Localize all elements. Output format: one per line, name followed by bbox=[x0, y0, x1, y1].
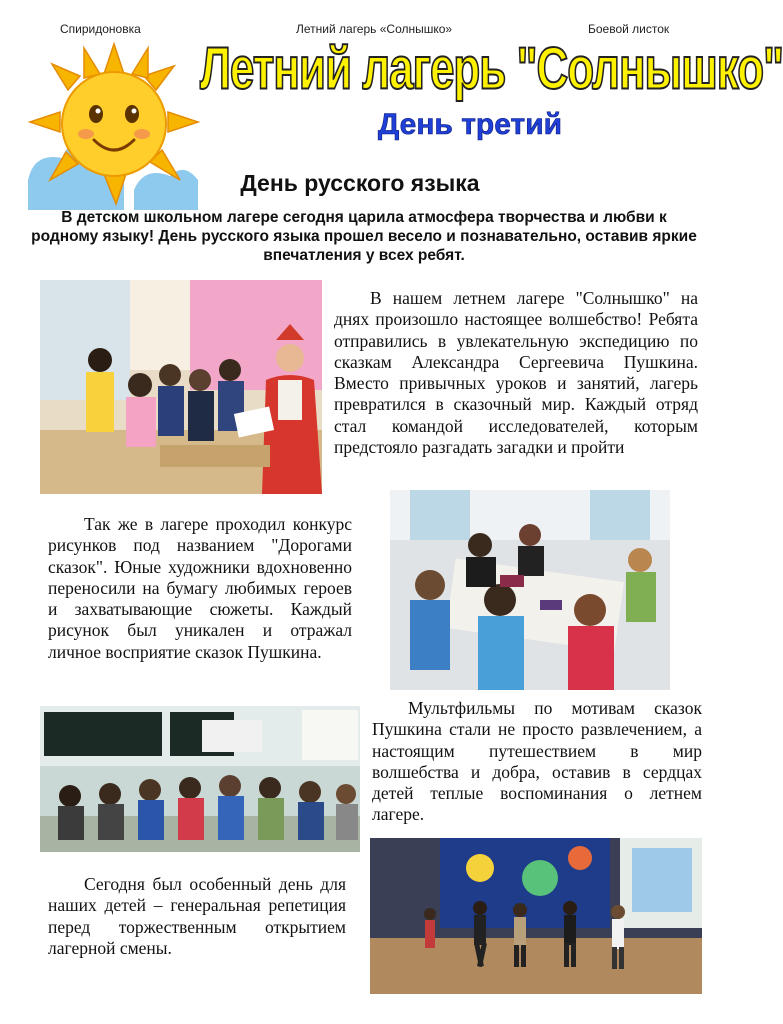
header-center: Летний лагерь «Солнышко» bbox=[296, 22, 453, 36]
photo-rehearsal bbox=[370, 838, 702, 994]
photo-cartoon-viewing bbox=[40, 706, 360, 852]
issue-subtitle: День третий bbox=[377, 108, 563, 141]
photo-children-with-teacher bbox=[40, 280, 322, 494]
photo-drawing-contest bbox=[390, 490, 670, 690]
paragraph-drawing-contest: Так же в лагере проходил конкурс рисунков под названием "Дорогами сказок". Юные художники вдохновенно переносили на бумагу любимых героев и захватывающие сюжеты. Каждый рисунок был уникален и отражал личное восприятие сказок Пушкина. bbox=[48, 514, 352, 662]
paragraph-rehearsal: Сегодня был особенный день для наших детей – генеральная репетиция перед торжественным открытием лагерной смены. bbox=[48, 874, 346, 958]
intro-text: В детском школьном лагере сегодня царила атмосфера творчества и любви к родному языку! День русского языка прошел весело и познавательно, оставив яркие впечатления у всех ребят. bbox=[31, 209, 697, 264]
newsletter-title: Летний лагерь "Солнышко" bbox=[200, 36, 783, 103]
paragraph-fairytale-expedition: В нашем летнем лагере "Солнышко" на днях произошло настоящее волшебство! Ребята отправились в увлекательную экспедицию по сказкам Александра Сергеевича Пушкина. Вместо привычных уроков и занятий, лагерь превратился в сказочный мир. Каждый отряд стал командой исследователей, которым предстояло разгадать загадки и пройти bbox=[334, 288, 698, 458]
day-title: День русского языка bbox=[240, 170, 480, 196]
paragraph-cartoons: Мультфильмы по мотивам сказок Пушкина стали не просто развлечением, а настоящим путешествием в мир волшебства и добра, оставив в сердцах детей теплые воспоминания о летнем лагере. bbox=[372, 698, 702, 825]
header-left: Спиридоновка bbox=[60, 22, 141, 36]
header-right: Боевой листок bbox=[588, 22, 670, 36]
